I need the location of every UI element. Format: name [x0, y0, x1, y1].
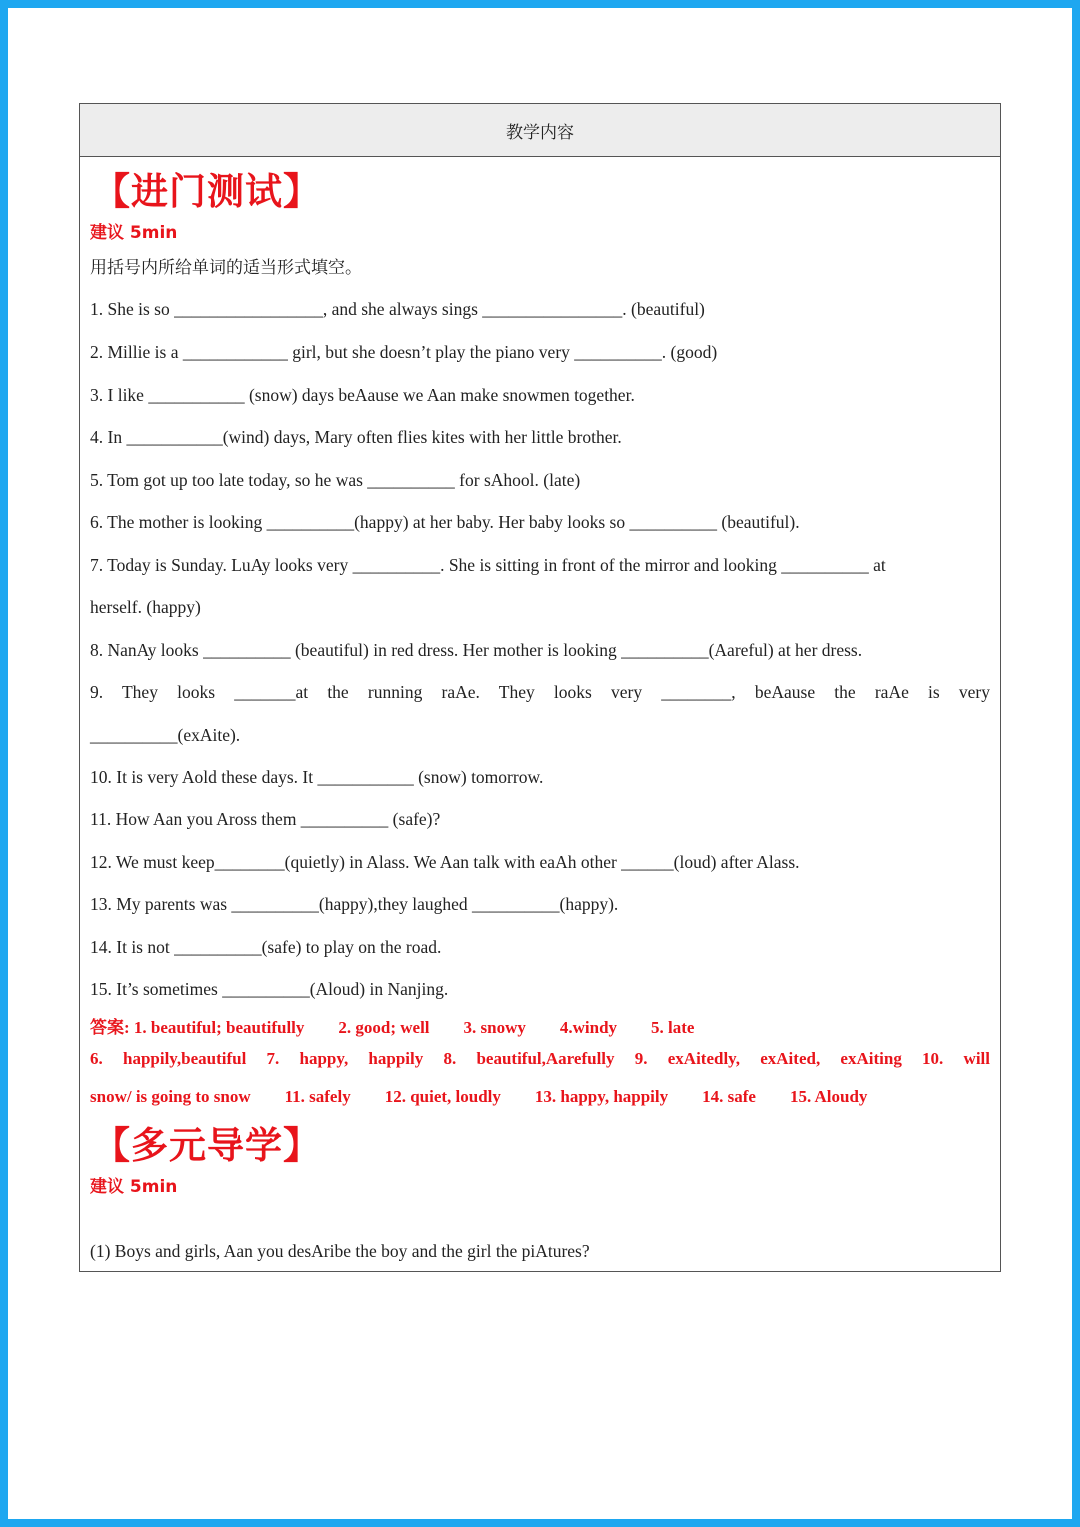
exercise-line: 10. It is very Aold these days. It ___________ (snow) tomorrow. — [90, 767, 544, 787]
content-table — [79, 103, 1001, 1272]
exercise-line: 7. Today is Sunday. LuAy looks very __________. She is sitting in front of the mirror and looking __________ at — [90, 555, 886, 575]
exercise-line: 3. I like ___________ (snow) days beAause we Aan make snowmen together. — [90, 385, 635, 405]
exercise-line: __________(exAite). — [90, 725, 241, 745]
question-line: (1) Boys and girls, Aan you desAribe the boy and the girl the piAtures? — [90, 1241, 590, 1261]
suggest-time-1: 建议 5min — [90, 223, 178, 243]
table-header: 教学内容 — [80, 104, 1000, 157]
exercise-line: 14. It is not __________(safe) to play on the road. — [90, 937, 442, 957]
exercise-line: 11. How Aan you Aross them __________ (safe)? — [90, 809, 441, 829]
exercise-line: 5. Tom got up too late today, so he was __________ for sAhool. (late) — [90, 470, 581, 490]
exercise-line: 6. The mother is looking __________(happy) at her baby. Her baby looks so __________ (beautiful). — [90, 512, 800, 532]
section-title-entry-test: 【进门测试】 — [93, 170, 321, 213]
exercise-line: 9. They looks _______at the running raAe. They looks very ________, beAause the raAe is very — [90, 682, 990, 702]
exercise-line: 4. In ___________(wind) days, Mary often flies kites with her little brother. — [90, 427, 622, 447]
page — [8, 8, 1072, 1519]
answer-line: 6. happily,beautiful 7. happy, happily 8. beautiful,Aarefully 9. exAitedly, exAited, exAiting 10. will — [90, 1049, 990, 1068]
exercise-line: 1. She is so _________________, and she always sings ________________. (beautiful) — [90, 299, 705, 319]
answer-line: snow/ is going to snow 11. safely 12. quiet, loudly 13. happy, happily 14. safe 15. Aloudy — [90, 1087, 868, 1106]
exercise-line: 13. My parents was __________(happy),they laughed __________(happy). — [90, 894, 619, 914]
exercise-line: 15. It’s sometimes __________(Aloud) in Nanjing. — [90, 979, 449, 999]
exercise-line: 2. Millie is a ____________ girl, but she doesn’t play the piano very __________. (good) — [90, 342, 718, 362]
answer-line: 答案: 1. beautiful; beautifully 2. good; well 3. snowy 4.windy 5. late — [90, 1018, 695, 1037]
exercise-line: 8. NanAy looks __________ (beautiful) in red dress. Her mother is looking __________(Aareful) at her dress. — [90, 640, 863, 660]
suggest-time-2: 建议 5min — [90, 1177, 178, 1197]
instruction: 用括号内所给单词的适当形式填空。 — [90, 258, 362, 278]
section-title-guided-learning: 【多元导学】 — [93, 1124, 321, 1167]
exercise-line: 12. We must keep________(quietly) in Alass. We Aan talk with eaAh other ______(loud) after Alass. — [90, 852, 800, 872]
exercise-line: herself. (happy) — [90, 597, 201, 617]
